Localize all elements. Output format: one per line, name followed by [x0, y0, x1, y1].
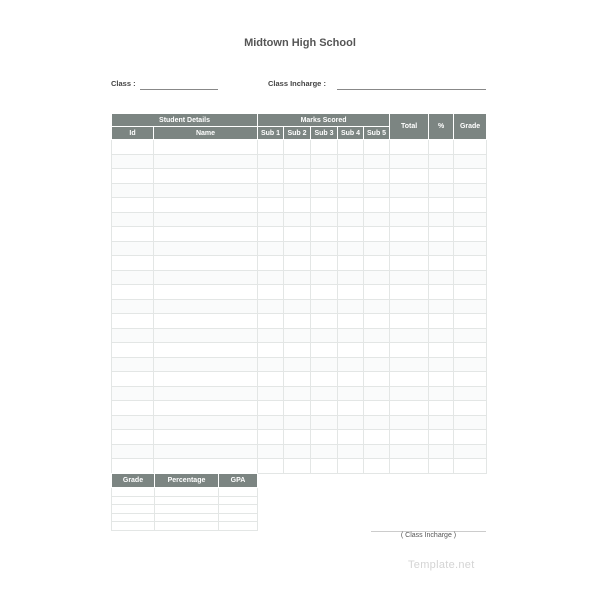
table-cell[interactable] [429, 328, 454, 343]
table-cell[interactable] [364, 430, 390, 445]
table-cell[interactable] [364, 198, 390, 213]
table-cell[interactable] [390, 241, 429, 256]
table-cell[interactable] [112, 256, 154, 271]
table-cell[interactable] [154, 285, 258, 300]
table-cell[interactable] [390, 212, 429, 227]
table-row [112, 328, 487, 343]
grade-cell[interactable] [112, 513, 155, 522]
table-cell[interactable] [154, 372, 258, 387]
table-cell[interactable] [429, 459, 454, 474]
table-cell[interactable] [112, 198, 154, 213]
table-cell[interactable] [311, 285, 338, 300]
table-cell[interactable] [338, 459, 364, 474]
grade-cell[interactable] [112, 522, 155, 531]
grade-row [112, 522, 258, 531]
table-row [112, 256, 487, 271]
table-cell[interactable] [154, 430, 258, 445]
table-cell[interactable] [311, 212, 338, 227]
table-cell[interactable] [284, 357, 311, 372]
table-cell[interactable] [338, 444, 364, 459]
table-cell[interactable] [338, 169, 364, 184]
table-cell[interactable] [311, 343, 338, 358]
table-cell[interactable] [390, 299, 429, 314]
table-cell[interactable] [338, 357, 364, 372]
table-cell[interactable] [390, 169, 429, 184]
table-cell[interactable] [454, 299, 487, 314]
table-cell[interactable] [454, 256, 487, 271]
table-cell[interactable] [338, 154, 364, 169]
table-cell[interactable] [429, 343, 454, 358]
grade-table [111, 473, 258, 531]
table-cell[interactable] [258, 140, 284, 155]
table-cell[interactable] [338, 227, 364, 242]
school-title: Midtown High School [244, 37, 356, 49]
table-cell[interactable] [390, 357, 429, 372]
table-cell[interactable] [454, 183, 487, 198]
table-cell[interactable] [311, 372, 338, 387]
table-cell[interactable] [154, 212, 258, 227]
table-cell[interactable] [258, 343, 284, 358]
table-cell[interactable] [154, 227, 258, 242]
grade-cell[interactable] [155, 513, 219, 522]
table-cell[interactable] [429, 154, 454, 169]
grade-cell[interactable] [112, 505, 155, 514]
table-row [112, 227, 487, 242]
grade-cell[interactable] [155, 496, 219, 505]
table-cell[interactable] [258, 227, 284, 242]
table-cell[interactable] [390, 459, 429, 474]
table-cell[interactable] [429, 386, 454, 401]
table-row [112, 285, 487, 300]
marks-scored-header: Marks Scored [258, 114, 390, 127]
table-cell[interactable] [284, 154, 311, 169]
table-cell[interactable] [284, 386, 311, 401]
grade-cell[interactable] [219, 496, 258, 505]
class-incharge-label: Class Incharge : [268, 79, 326, 88]
table-row [112, 415, 487, 430]
table-cell[interactable] [338, 386, 364, 401]
table-cell[interactable] [258, 415, 284, 430]
grade-cell[interactable] [112, 496, 155, 505]
table-cell[interactable] [338, 140, 364, 155]
table-cell[interactable] [112, 169, 154, 184]
table-cell[interactable] [364, 183, 390, 198]
table-cell[interactable] [364, 241, 390, 256]
table-cell[interactable] [390, 285, 429, 300]
table-cell[interactable] [429, 314, 454, 329]
table-cell[interactable] [338, 328, 364, 343]
grade-row [112, 513, 258, 522]
table-cell[interactable] [112, 154, 154, 169]
student-details-header: Student Details [112, 114, 258, 127]
grade-cell[interactable] [155, 488, 219, 497]
table-cell[interactable] [284, 198, 311, 213]
sub4-header: Sub 4 [338, 127, 364, 140]
table-cell[interactable] [454, 401, 487, 416]
table-cell[interactable] [284, 343, 311, 358]
table-cell[interactable] [258, 299, 284, 314]
table-cell[interactable] [390, 198, 429, 213]
table-cell[interactable] [454, 430, 487, 445]
table-cell[interactable] [390, 430, 429, 445]
table-cell[interactable] [454, 198, 487, 213]
table-cell[interactable] [112, 357, 154, 372]
table-cell[interactable] [429, 415, 454, 430]
table-cell[interactable] [284, 328, 311, 343]
percent-header: % [429, 114, 454, 140]
table-cell[interactable] [311, 270, 338, 285]
table-cell[interactable] [154, 343, 258, 358]
sub2-header: Sub 2 [284, 127, 311, 140]
table-cell[interactable] [284, 444, 311, 459]
table-cell[interactable] [154, 183, 258, 198]
table-cell[interactable] [454, 212, 487, 227]
table-cell[interactable] [429, 270, 454, 285]
id-header: Id [112, 127, 154, 140]
table-cell[interactable] [284, 314, 311, 329]
table-cell[interactable] [284, 169, 311, 184]
table-cell[interactable] [364, 372, 390, 387]
table-cell[interactable] [154, 459, 258, 474]
table-cell[interactable] [284, 459, 311, 474]
table-cell[interactable] [311, 183, 338, 198]
table-cell[interactable] [390, 386, 429, 401]
table-cell[interactable] [154, 169, 258, 184]
table-cell[interactable] [112, 299, 154, 314]
table-cell[interactable] [258, 444, 284, 459]
table-cell[interactable] [364, 401, 390, 416]
percentage-col-header: Percentage [155, 474, 219, 488]
table-cell[interactable] [364, 328, 390, 343]
table-cell[interactable] [454, 343, 487, 358]
table-cell[interactable] [258, 459, 284, 474]
table-cell[interactable] [311, 386, 338, 401]
table-cell[interactable] [112, 241, 154, 256]
table-cell[interactable] [364, 256, 390, 271]
table-cell[interactable] [454, 415, 487, 430]
table-cell[interactable] [390, 343, 429, 358]
table-cell[interactable] [454, 227, 487, 242]
table-cell[interactable] [258, 183, 284, 198]
table-cell[interactable] [112, 386, 154, 401]
table-cell[interactable] [258, 372, 284, 387]
table-cell[interactable] [364, 169, 390, 184]
class-label: Class : [111, 79, 136, 88]
table-cell[interactable] [154, 328, 258, 343]
table-cell[interactable] [338, 372, 364, 387]
sub1-header: Sub 1 [258, 127, 284, 140]
table-cell[interactable] [284, 212, 311, 227]
table-cell[interactable] [338, 415, 364, 430]
table-cell[interactable] [311, 256, 338, 271]
table-cell[interactable] [258, 357, 284, 372]
table-cell[interactable] [154, 154, 258, 169]
table-cell[interactable] [364, 299, 390, 314]
table-cell[interactable] [364, 270, 390, 285]
table-cell[interactable] [338, 285, 364, 300]
table-cell[interactable] [284, 372, 311, 387]
total-header: Total [390, 114, 429, 140]
table-cell[interactable] [338, 270, 364, 285]
table-cell[interactable] [454, 241, 487, 256]
table-cell[interactable] [390, 444, 429, 459]
table-cell[interactable] [284, 415, 311, 430]
sub5-header: Sub 5 [364, 127, 390, 140]
table-cell[interactable] [454, 314, 487, 329]
table-cell[interactable] [429, 140, 454, 155]
grade-col-header: Grade [112, 474, 155, 488]
table-cell[interactable] [154, 241, 258, 256]
table-cell[interactable] [390, 372, 429, 387]
table-cell[interactable] [454, 270, 487, 285]
table-cell[interactable] [112, 183, 154, 198]
table-cell[interactable] [454, 328, 487, 343]
table-cell[interactable] [154, 415, 258, 430]
table-cell[interactable] [284, 183, 311, 198]
table-cell[interactable] [429, 285, 454, 300]
table-row [112, 140, 487, 155]
sub3-header: Sub 3 [311, 127, 338, 140]
table-cell[interactable] [112, 401, 154, 416]
table-cell[interactable] [454, 154, 487, 169]
table-cell[interactable] [454, 140, 487, 155]
table-cell[interactable] [338, 183, 364, 198]
table-cell[interactable] [284, 140, 311, 155]
table-row [112, 459, 487, 474]
table-cell[interactable] [258, 328, 284, 343]
table-cell[interactable] [311, 241, 338, 256]
table-row [112, 183, 487, 198]
table-cell[interactable] [338, 343, 364, 358]
gpa-col-header: GPA [219, 474, 258, 488]
table-cell[interactable] [284, 270, 311, 285]
grade-row [112, 488, 258, 497]
grade-header: Grade [454, 114, 487, 140]
table-cell[interactable] [454, 169, 487, 184]
table-cell[interactable] [311, 169, 338, 184]
table-cell[interactable] [364, 444, 390, 459]
table-cell[interactable] [454, 444, 487, 459]
table-cell[interactable] [364, 415, 390, 430]
table-cell[interactable] [364, 227, 390, 242]
table-row [112, 430, 487, 445]
table-cell[interactable] [390, 183, 429, 198]
grade-cell[interactable] [219, 488, 258, 497]
table-cell[interactable] [284, 285, 311, 300]
grade-cell[interactable] [155, 505, 219, 514]
table-cell[interactable] [364, 343, 390, 358]
table-cell[interactable] [454, 285, 487, 300]
table-cell[interactable] [429, 357, 454, 372]
table-cell[interactable] [311, 459, 338, 474]
table-cell[interactable] [112, 212, 154, 227]
table-cell[interactable] [284, 430, 311, 445]
table-cell[interactable] [338, 212, 364, 227]
table-cell[interactable] [429, 169, 454, 184]
table-cell[interactable] [258, 256, 284, 271]
table-cell[interactable] [284, 241, 311, 256]
table-cell[interactable] [390, 328, 429, 343]
table-cell[interactable] [429, 227, 454, 242]
table-cell[interactable] [112, 444, 154, 459]
marks-table-body [112, 140, 487, 474]
table-cell[interactable] [364, 154, 390, 169]
table-row [112, 401, 487, 416]
table-row [112, 386, 487, 401]
class-input-line[interactable] [140, 89, 218, 90]
table-cell[interactable] [364, 386, 390, 401]
table-cell[interactable] [364, 314, 390, 329]
grade-cell[interactable] [219, 522, 258, 531]
table-cell[interactable] [429, 212, 454, 227]
name-header: Name [154, 127, 258, 140]
table-cell[interactable] [112, 140, 154, 155]
table-cell[interactable] [311, 328, 338, 343]
table-cell[interactable] [311, 444, 338, 459]
grade-row [112, 505, 258, 514]
table-row [112, 154, 487, 169]
table-cell[interactable] [454, 459, 487, 474]
table-cell[interactable] [258, 241, 284, 256]
table-cell[interactable] [112, 372, 154, 387]
table-row [112, 372, 487, 387]
table-cell[interactable] [258, 401, 284, 416]
table-cell[interactable] [454, 357, 487, 372]
table-cell[interactable] [338, 430, 364, 445]
table-cell[interactable] [258, 154, 284, 169]
table-cell[interactable] [311, 401, 338, 416]
table-cell[interactable] [311, 154, 338, 169]
table-cell[interactable] [338, 314, 364, 329]
table-cell[interactable] [390, 401, 429, 416]
table-cell[interactable] [338, 241, 364, 256]
table-row [112, 314, 487, 329]
table-row [112, 169, 487, 184]
table-cell[interactable] [390, 256, 429, 271]
table-row [112, 343, 487, 358]
table-cell[interactable] [284, 227, 311, 242]
table-cell[interactable] [364, 212, 390, 227]
table-cell[interactable] [112, 459, 154, 474]
table-cell[interactable] [311, 357, 338, 372]
table-cell[interactable] [154, 314, 258, 329]
table-cell[interactable] [154, 198, 258, 213]
table-cell[interactable] [112, 270, 154, 285]
table-cell[interactable] [154, 357, 258, 372]
table-row [112, 198, 487, 213]
table-cell[interactable] [311, 415, 338, 430]
table-cell[interactable] [154, 444, 258, 459]
table-cell[interactable] [311, 430, 338, 445]
table-cell[interactable] [258, 285, 284, 300]
table-cell[interactable] [284, 401, 311, 416]
table-cell[interactable] [390, 415, 429, 430]
table-row [112, 241, 487, 256]
table-cell[interactable] [258, 430, 284, 445]
table-cell[interactable] [258, 270, 284, 285]
table-cell[interactable] [364, 140, 390, 155]
table-cell[interactable] [311, 198, 338, 213]
table-cell[interactable] [390, 314, 429, 329]
table-cell[interactable] [338, 198, 364, 213]
table-cell[interactable] [258, 212, 284, 227]
grade-cell[interactable] [112, 488, 155, 497]
table-cell[interactable] [364, 285, 390, 300]
table-row [112, 299, 487, 314]
watermark-text: Template.net [408, 559, 475, 571]
table-cell[interactable] [311, 227, 338, 242]
table-cell[interactable] [154, 270, 258, 285]
table-cell[interactable] [364, 459, 390, 474]
class-incharge-input-line[interactable] [337, 89, 486, 90]
table-cell[interactable] [429, 256, 454, 271]
table-cell[interactable] [154, 299, 258, 314]
table-cell[interactable] [429, 401, 454, 416]
table-cell[interactable] [429, 430, 454, 445]
grade-cell[interactable] [219, 505, 258, 514]
table-row [112, 357, 487, 372]
class-incharge-signature-label: ( Class Incharge ) [400, 532, 457, 539]
table-cell[interactable] [390, 270, 429, 285]
grade-table-body [112, 488, 258, 531]
table-row [112, 270, 487, 285]
grade-cell[interactable] [219, 513, 258, 522]
table-cell[interactable] [112, 343, 154, 358]
table-cell[interactable] [454, 386, 487, 401]
table-cell[interactable] [429, 241, 454, 256]
table-cell[interactable] [429, 444, 454, 459]
table-cell[interactable] [338, 256, 364, 271]
grade-row [112, 496, 258, 505]
table-cell[interactable] [338, 401, 364, 416]
table-cell[interactable] [112, 285, 154, 300]
table-cell[interactable] [311, 140, 338, 155]
table-cell[interactable] [338, 299, 364, 314]
grade-cell[interactable] [155, 522, 219, 531]
table-cell[interactable] [154, 256, 258, 271]
table-cell[interactable] [364, 357, 390, 372]
table-cell[interactable] [258, 314, 284, 329]
table-cell[interactable] [112, 328, 154, 343]
marks-table [111, 113, 487, 474]
table-cell[interactable] [311, 314, 338, 329]
table-cell[interactable] [112, 430, 154, 445]
table-cell[interactable] [429, 372, 454, 387]
table-cell[interactable] [390, 227, 429, 242]
table-cell[interactable] [429, 198, 454, 213]
table-cell[interactable] [390, 154, 429, 169]
table-cell[interactable] [112, 227, 154, 242]
table-cell[interactable] [154, 401, 258, 416]
table-cell[interactable] [258, 198, 284, 213]
table-cell[interactable] [154, 386, 258, 401]
table-cell[interactable] [454, 372, 487, 387]
table-row [112, 444, 487, 459]
table-cell[interactable] [390, 140, 429, 155]
table-cell[interactable] [284, 256, 311, 271]
table-cell[interactable] [112, 314, 154, 329]
table-cell[interactable] [311, 299, 338, 314]
table-cell[interactable] [429, 183, 454, 198]
table-cell[interactable] [284, 299, 311, 314]
table-cell[interactable] [154, 140, 258, 155]
table-cell[interactable] [429, 299, 454, 314]
table-cell[interactable] [112, 415, 154, 430]
table-cell[interactable] [258, 386, 284, 401]
table-cell[interactable] [258, 169, 284, 184]
table-row [112, 212, 487, 227]
